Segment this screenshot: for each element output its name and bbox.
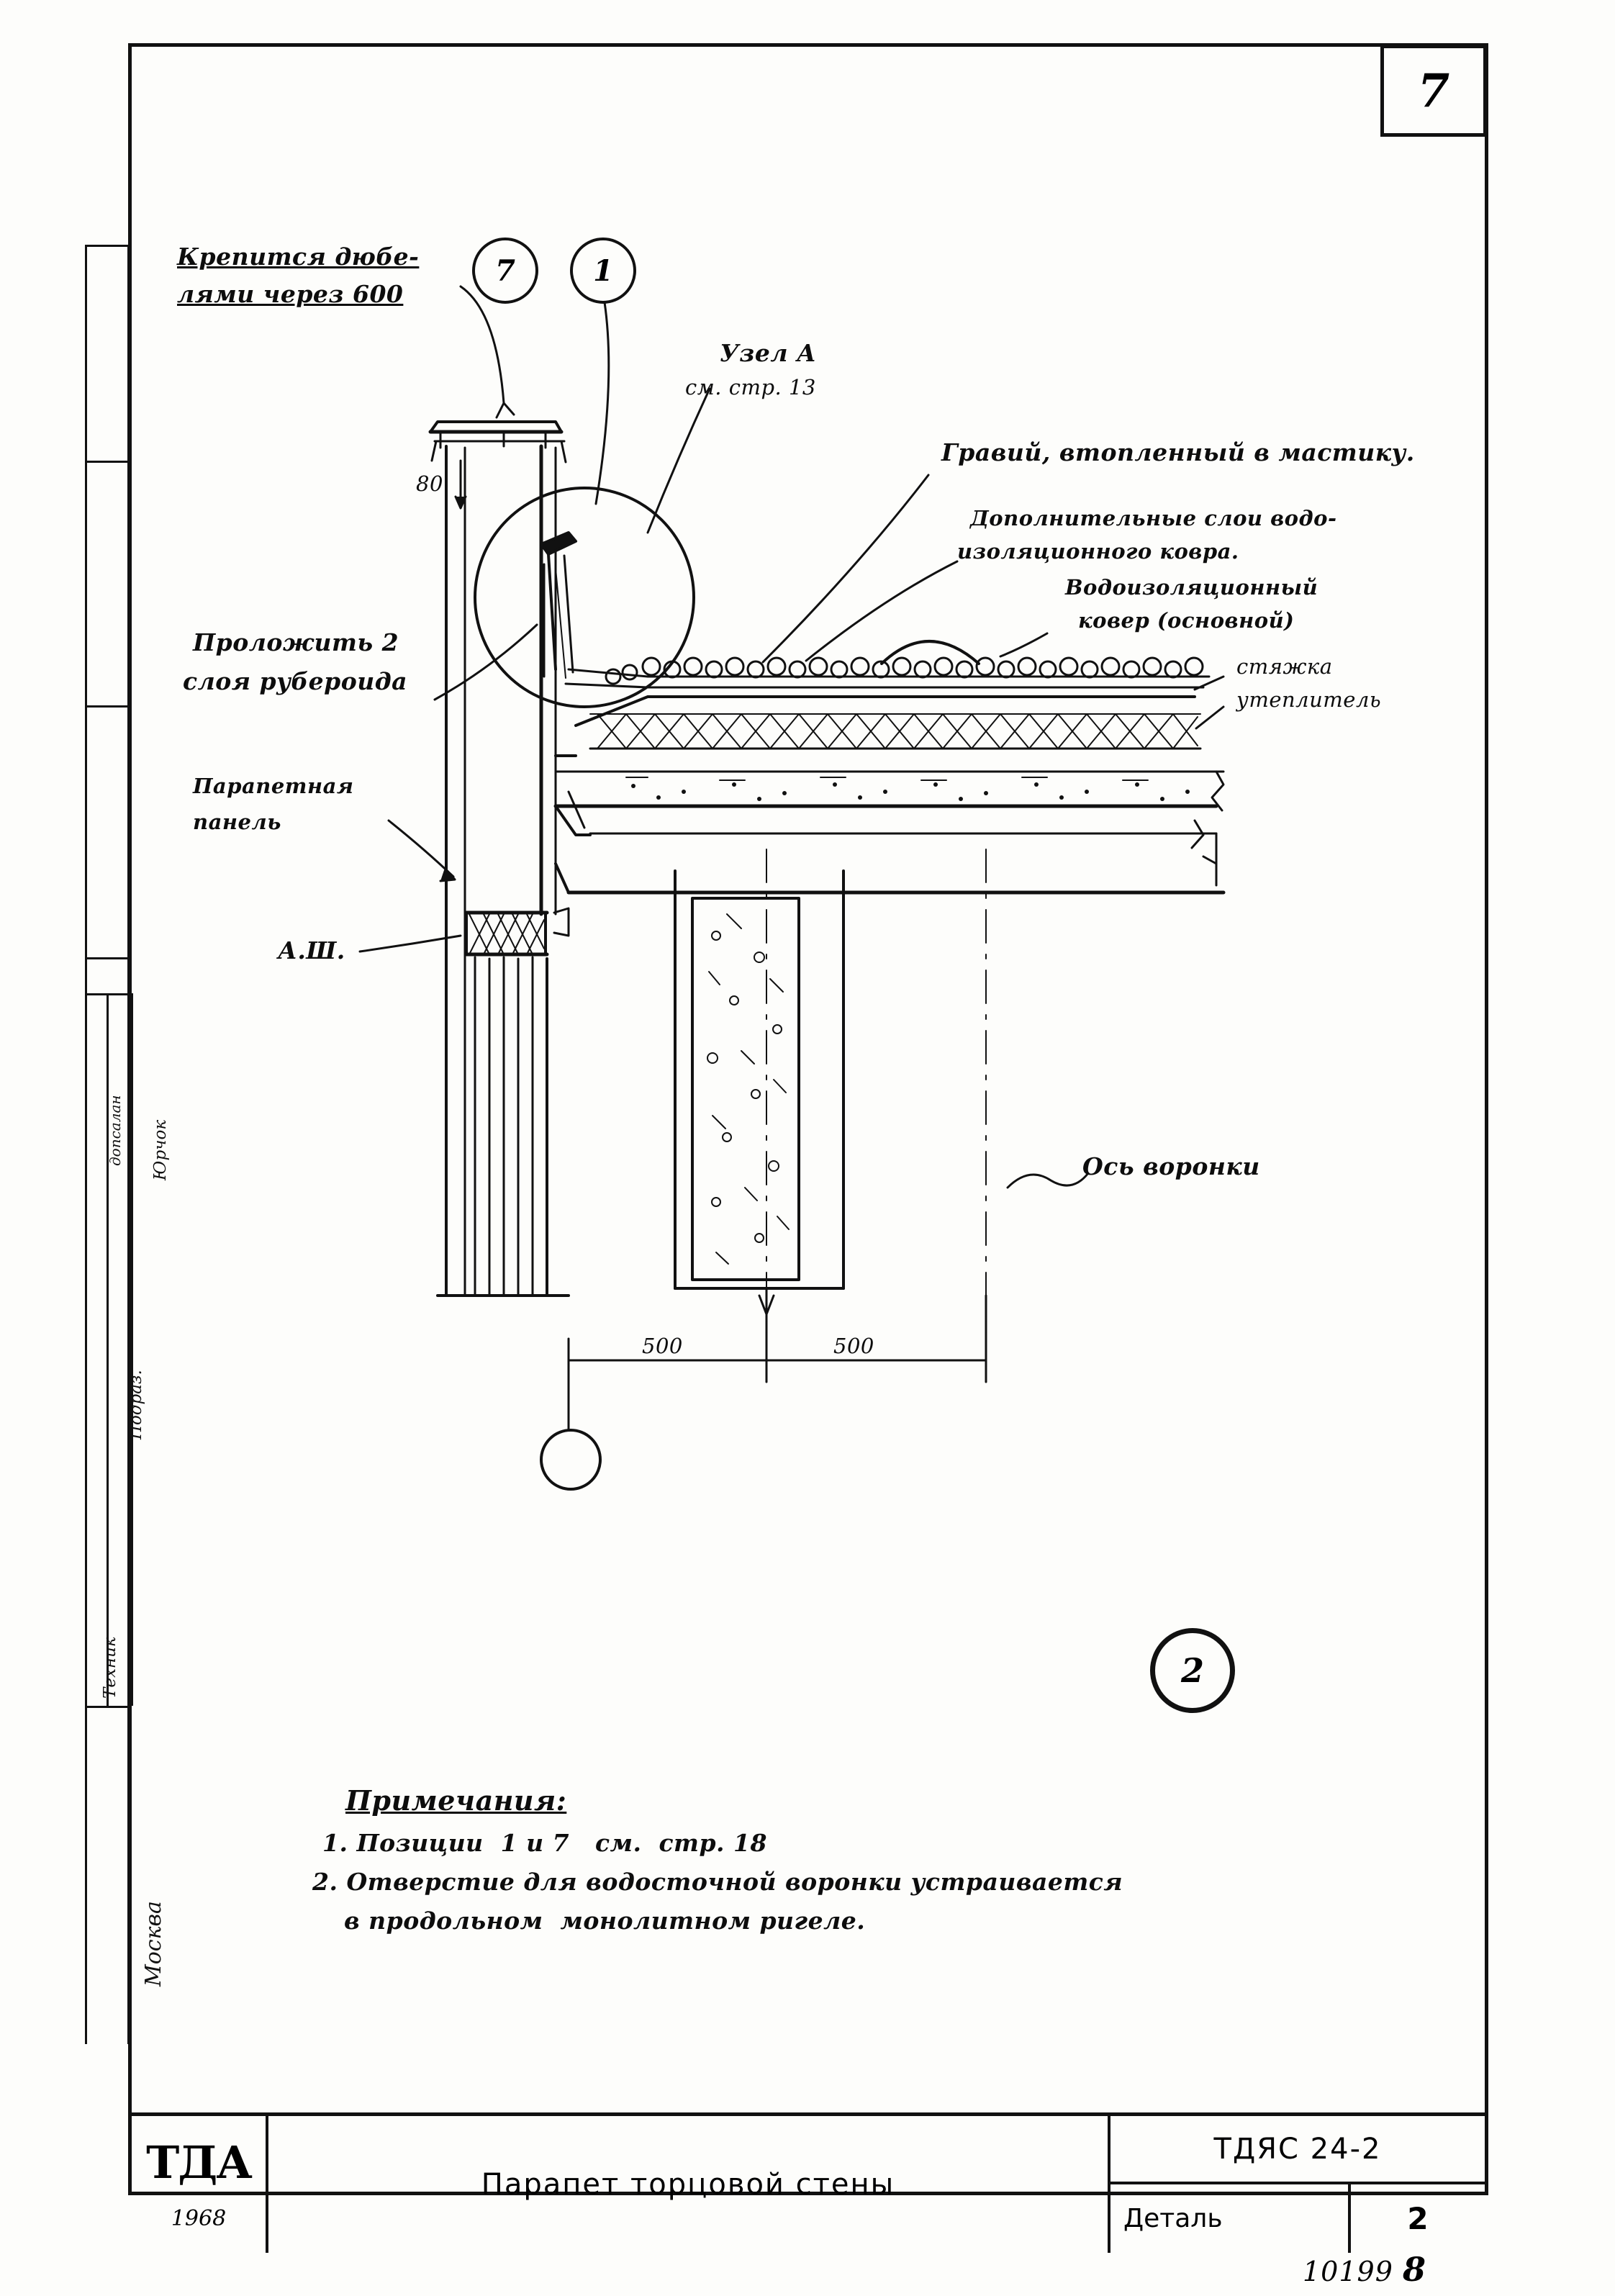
label-main-carpet-line2: ковер (основной) (1078, 608, 1295, 633)
sheet-bottom-number (1303, 2250, 1426, 2289)
sheet-bottom-number-suffix: 8 (1402, 2250, 1426, 2289)
label-dim-80: 80 (416, 471, 443, 496)
strip-tick (85, 957, 130, 959)
label-insulation: утеплитель (1236, 687, 1382, 712)
drawing-code: ТДЯС 24-2 (1110, 2116, 1485, 2184)
label-funnel-axis: Ось воронки (1082, 1152, 1260, 1180)
balloon-2-value: 2 (1180, 1651, 1204, 1690)
strip-tick (85, 461, 130, 463)
label-dim-500-right: 500 (833, 1334, 874, 1358)
title-block (132, 2112, 1485, 2249)
sheet-corner-number-value: 7 (1417, 63, 1450, 118)
strip-tick (85, 705, 130, 708)
notes-line-2: 2. Отверстие для водосточной воронки устраивается (312, 1868, 1123, 1896)
notes-line-1: 1. Позиции 1 и 7 см. стр. 18 (322, 1829, 767, 1857)
label-dowel-note-line1: Крепится дюбе- (177, 243, 420, 271)
balloon-empty (540, 1429, 602, 1491)
label-dowel-note-line2: лями через 600 (177, 280, 404, 308)
balloon-2 (1150, 1628, 1235, 1713)
strip-tick (85, 245, 130, 247)
strip-label-tehnik: Техник (101, 1637, 119, 1699)
label-main-carpet-line1: Водоизоляционный (1065, 575, 1318, 600)
label-node-a-line1: Узел А (720, 339, 817, 367)
strip-label-city: Москва (141, 1901, 166, 1987)
label-gravel: Гравий, втопленный в мастику. (941, 438, 1415, 466)
logo-text: ТДА (146, 2136, 251, 2189)
label-two-layers-line1: Проложить 2 (193, 628, 399, 656)
label-parapet-panel-line1: Парапетная (193, 774, 354, 798)
strip-label-yurchok: Юрчок (151, 1119, 170, 1180)
strip-label-podraz: Подраз. (127, 1370, 145, 1439)
notes-heading: Примечания: (345, 1784, 567, 1817)
label-node-a-line2: см. стр. 13 (685, 375, 816, 399)
strip-tick (85, 1706, 130, 1708)
sheet-bottom-number-value: 10199 (1303, 2256, 1393, 2287)
strip-label-dopsalan: допсалан (107, 1095, 124, 1166)
notes-line-3: в продольном монолитном ригеле. (344, 1907, 866, 1935)
label-screed: стяжка (1236, 654, 1333, 679)
detail-number: 2 (1348, 2184, 1485, 2253)
label-extra-layers-line2: изоляционного ковра. (957, 539, 1239, 564)
label-extra-layers-line1: Дополнительные слои водо- (970, 506, 1337, 530)
drawing-name: Парапет торцовой стены (268, 2116, 1110, 2253)
strip-column-divider (131, 993, 133, 1706)
balloon-7-value: 7 (495, 253, 515, 288)
label-ash: А.Ш. (278, 936, 345, 964)
label-two-layers-line2: слоя рубероида (183, 667, 408, 695)
balloon-7 (472, 238, 538, 304)
detail-label: Деталь (1123, 2204, 1223, 2233)
balloon-1 (570, 238, 636, 304)
label-dim-500-left: 500 (642, 1334, 683, 1358)
sheet-corner-number (1380, 45, 1487, 137)
logo-block (132, 2116, 268, 2253)
label-parapet-panel-line2: панель (193, 810, 281, 834)
logo-year: 1968 (171, 2206, 227, 2231)
balloon-1-value: 1 (593, 253, 613, 288)
